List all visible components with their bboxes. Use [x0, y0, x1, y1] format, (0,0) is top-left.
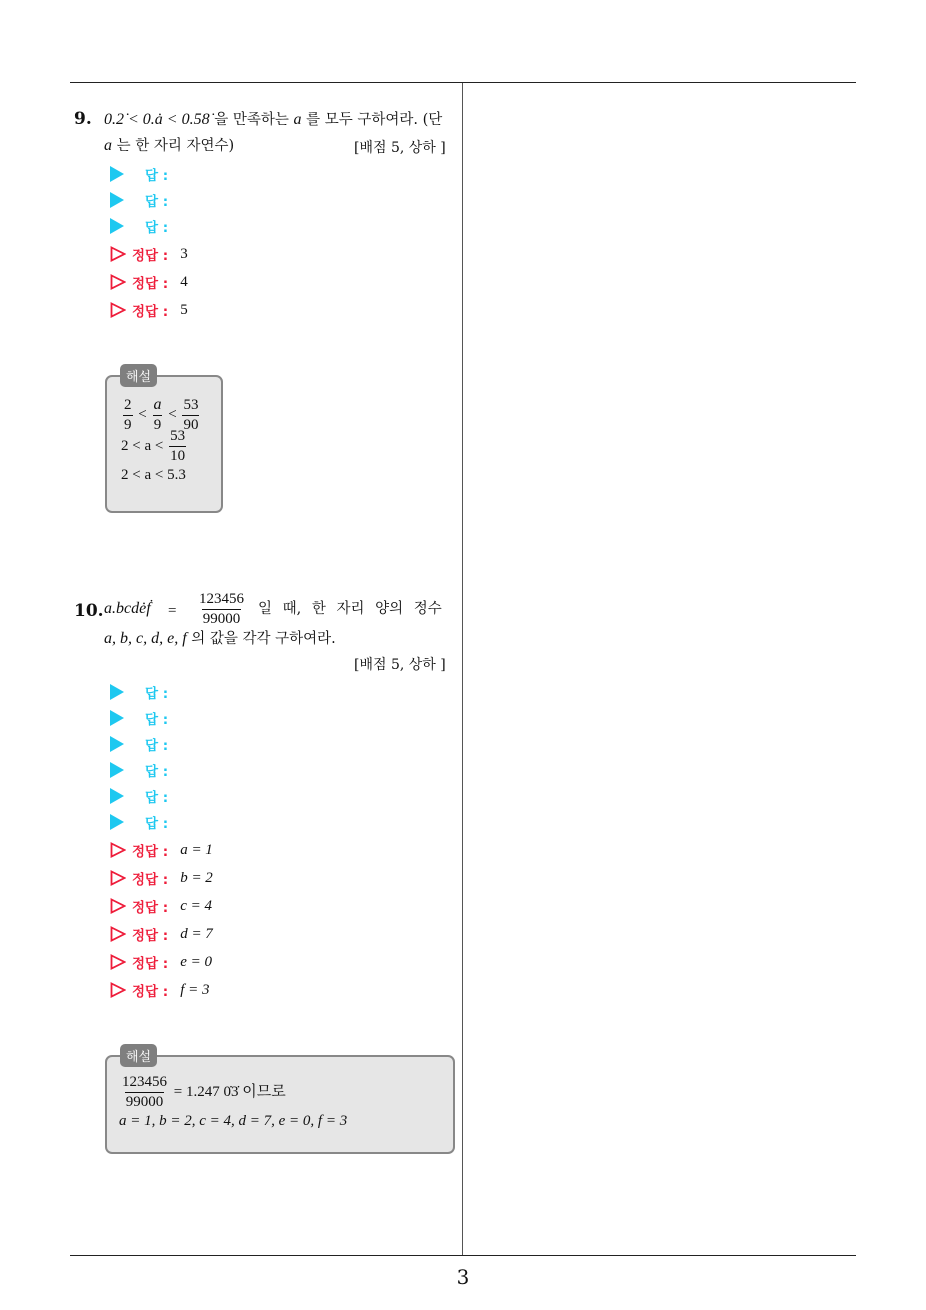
correct-answer-row: 정답 : f = 3: [110, 978, 209, 1002]
outline-triangle-icon: [110, 274, 126, 290]
play-triangle-icon: [110, 192, 124, 208]
play-triangle-icon: [110, 710, 124, 726]
answer-blank[interactable]: 답 :: [110, 810, 168, 834]
question-text-line2: a, b, c, d, e, f 의 값을 각각 구하여라.: [104, 630, 336, 647]
outline-triangle-icon: [110, 926, 126, 942]
play-triangle-icon: [110, 166, 124, 182]
play-triangle-icon: [110, 736, 124, 752]
correct-answer-row: 정답 : a = 1: [110, 838, 213, 862]
correct-answer-value: 4: [180, 273, 188, 290]
outline-triangle-icon: [110, 302, 126, 318]
correct-answer-value: b = 2: [180, 869, 213, 886]
correct-answer-value: f = 3: [180, 981, 210, 998]
outline-triangle-icon: [110, 246, 126, 262]
solution-line-2: 2 < a < $\frac{53}{10}$: [121, 428, 186, 464]
outline-triangle-icon: [110, 870, 126, 886]
correct-answer-row: 정답 : b = 2: [110, 866, 213, 890]
solution-line-3: 2 < a < 5.3: [121, 467, 186, 483]
correct-answer-row: 정답 : 4: [110, 270, 188, 294]
solution-line-1: $\frac{123456}{99000}$ = 1.247 0̇3̇ 이므로: [122, 1074, 286, 1110]
question-fraction: $\frac{123456}{99000}$: [199, 591, 244, 627]
outline-triangle-icon: [110, 982, 126, 998]
question-text: 0.2̇ < 0.ȧ < 0.58̇ 을 만족하는 a 를 모두 구하여라. (단: [104, 111, 443, 128]
play-triangle-icon: [110, 684, 124, 700]
correct-answer-value: d = 7: [180, 925, 213, 942]
answer-blank[interactable]: 답 :: [110, 214, 168, 238]
top-rule: [70, 82, 856, 83]
question-text-line2: a 는 한 자리 자연수): [104, 137, 235, 154]
correct-answer-row: 정답 : 3: [110, 242, 188, 266]
solution-box: [105, 375, 223, 513]
bottom-rule: [70, 1255, 856, 1256]
page-number: 3: [456, 1265, 470, 1289]
play-triangle-icon: [110, 814, 124, 830]
question-math-lhs: a.bcdėḟ: [104, 600, 151, 617]
correct-answer-row: 정답 : c = 4: [110, 894, 212, 918]
answer-blank[interactable]: 답 :: [110, 758, 168, 782]
score-label: [배점 5, 상하 ]: [354, 140, 446, 156]
answer-blank[interactable]: 답 :: [110, 784, 168, 808]
solution-line-1: $\frac{2}{9}$ < $\frac{a}{9}$ < $\frac{53}{90}$: [124, 396, 199, 433]
correct-answer-value: 5: [180, 301, 188, 318]
answer-blank[interactable]: 답 :: [110, 188, 168, 212]
correct-answer-value: 3: [180, 245, 188, 262]
solution-tag: 해설: [120, 1044, 157, 1067]
question-number: 9.: [74, 109, 92, 129]
answer-blank[interactable]: 답 :: [110, 706, 168, 730]
play-triangle-icon: [110, 218, 124, 234]
correct-answer-row: 정답 : e = 0: [110, 950, 212, 974]
play-triangle-icon: [110, 762, 124, 778]
solution-tag: 해설: [120, 364, 157, 387]
correct-answer-row: 정답 : d = 7: [110, 922, 213, 946]
play-triangle-icon: [110, 788, 124, 804]
column-divider: [462, 83, 463, 1255]
correct-answer-row: 정답 : 5: [110, 298, 188, 322]
correct-answer-value: c = 4: [180, 897, 212, 914]
inequality-math: 0.2̇ < 0.ȧ < 0.58̇: [104, 111, 210, 128]
answer-blank[interactable]: 답 :: [110, 732, 168, 756]
solution-box: [105, 1055, 455, 1154]
answer-blank[interactable]: 답 :: [110, 680, 168, 704]
solution-line-2: a = 1, b = 2, c = 4, d = 7, e = 0, f = 3: [119, 1113, 348, 1129]
correct-answer-value: a = 1: [180, 841, 213, 858]
outline-triangle-icon: [110, 954, 126, 970]
question-text: 일 때, 한 자리 양의 정수: [258, 601, 442, 617]
outline-triangle-icon: [110, 842, 126, 858]
outline-triangle-icon: [110, 898, 126, 914]
equals-sign: =: [168, 603, 177, 619]
correct-answer-value: e = 0: [180, 953, 212, 970]
question-number: 10.: [74, 601, 104, 621]
answer-blank[interactable]: 답 :: [110, 162, 168, 186]
score-label: [배점 5, 상하 ]: [354, 657, 446, 673]
